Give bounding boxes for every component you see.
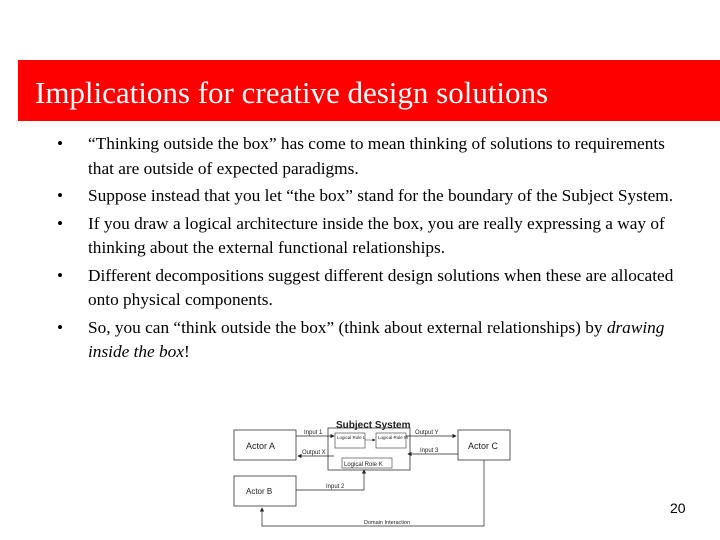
actor-c-label: Actor C	[468, 441, 499, 451]
bullet-text: So, you can “think outside the box” (think about external relationships) by	[88, 317, 607, 337]
bullet-item	[57, 184, 687, 209]
actor-b-label: Actor B	[246, 487, 273, 496]
actor-a-label: Actor A	[246, 441, 276, 451]
bullet-glyph: •	[57, 213, 64, 233]
output-y-label: Output Y	[415, 430, 439, 436]
logical-role-m-label: Logical Role M	[378, 435, 408, 440]
bullet-item	[57, 316, 687, 365]
logical-role-k-label: Logical Role K	[344, 462, 383, 468]
bullet-text: Suppose instead that you let “the box” stand for the boundary of the Subject System.	[88, 186, 674, 205]
input-2-label: Input 2	[326, 484, 345, 490]
bullet-text: If you draw a logical architecture inside the box, you are really expressing a way of thinking about the external functional relationships.	[88, 213, 665, 257]
title-bar	[18, 60, 720, 121]
output-x-label: Output X	[302, 450, 326, 456]
input-1-label: Input 1	[304, 430, 323, 436]
bullet-text-italic: drawing inside the box	[88, 317, 665, 361]
bullet-item	[57, 264, 687, 313]
bullet-item	[57, 132, 687, 181]
bullet-text: Different decompositions suggest different design solutions when these are allocated onto physical components.	[88, 265, 674, 309]
slide-title: Implications for creative design solutions	[35, 75, 549, 110]
bullet-list	[57, 132, 687, 368]
input-3-label: Input 3	[420, 448, 439, 454]
logical-role-l-label: Logical Role L	[337, 435, 366, 440]
bullet-text: “Thinking outside the box” has come to mean thinking of solutions to requirements that are outside of expected paradigms.	[88, 134, 665, 178]
subject-system-label: Subject System	[336, 420, 411, 431]
domain-interaction-label: Domain Interaction	[364, 520, 411, 526]
bullet-glyph: •	[57, 265, 64, 285]
bullet-text-end: !	[183, 342, 190, 361]
subject-system-diagram	[232, 416, 512, 534]
bullet-glyph: •	[57, 134, 64, 153]
bullet-item	[57, 212, 687, 261]
bullet-glyph: •	[57, 317, 64, 337]
page-number: 20	[670, 500, 686, 516]
bullet-glyph: •	[57, 186, 64, 205]
